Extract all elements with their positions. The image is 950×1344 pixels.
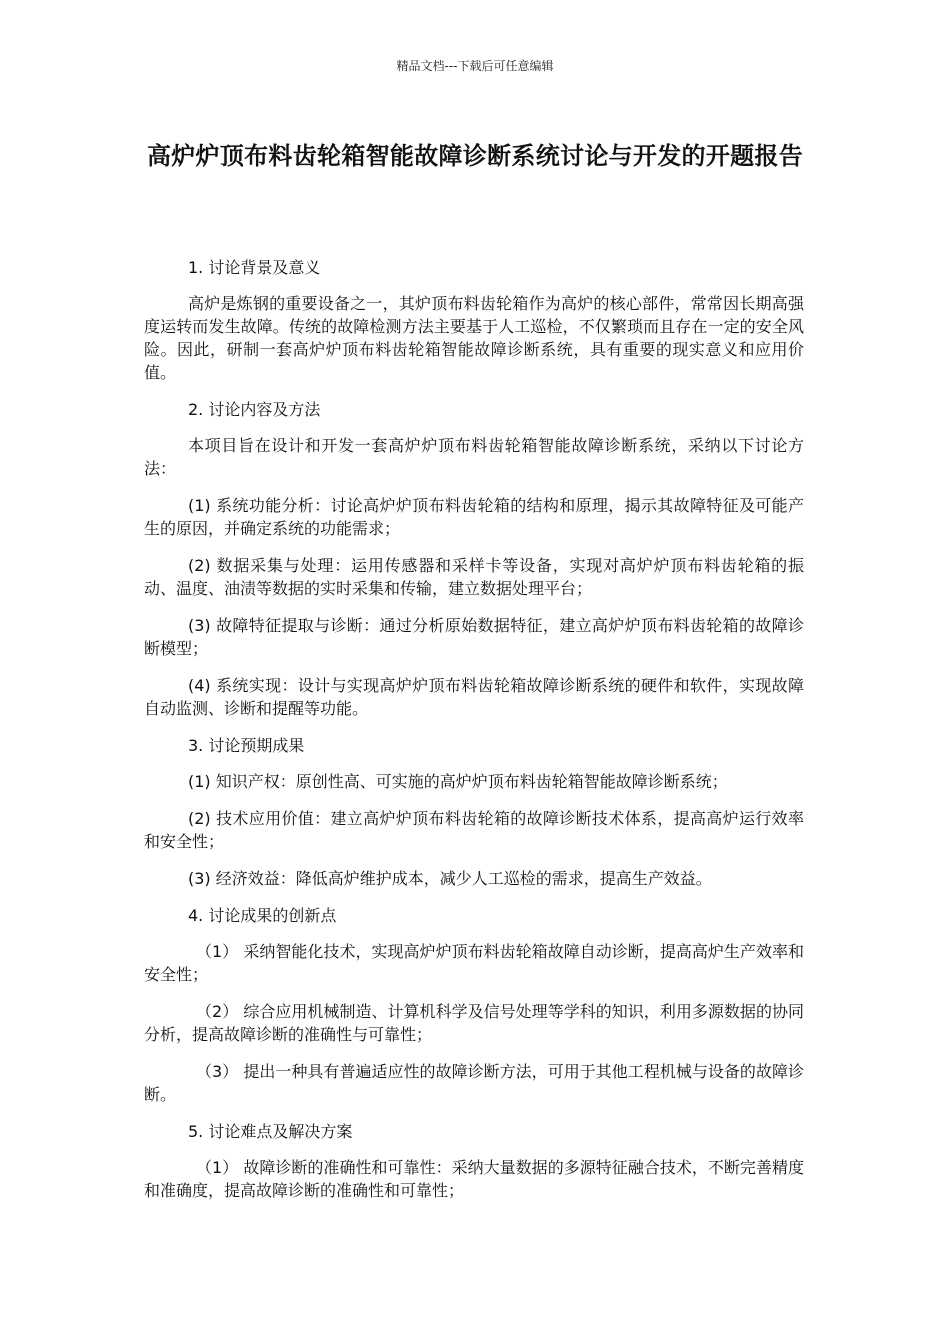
paragraph: (1) 知识产权：原创性高、可实施的高炉炉顶布料齿轮箱智能故障诊断系统； — [188, 772, 728, 791]
document-title: 高炉炉顶布料齿轮箱智能故障诊断系统讨论与开发的开题报告 — [146, 142, 804, 170]
paragraph: （2） 综合应用机械制造、计算机科学及信号处理等学科的知识，利用多源数据的协同分析，提高故障诊断的准确性与可靠性； — [144, 1002, 804, 1044]
paragraph: (3) 经济效益：降低高炉维护成本，减少人工巡检的需求，提高生产效益。 — [188, 869, 712, 888]
paragraph: （1） 故障诊断的准确性和可靠性：采纳大量数据的多源特征融合技术，不断完善精度和准确度，提高故障诊断的准确性和可靠性； — [144, 1158, 804, 1200]
paragraph: 本项目旨在设计和开发一套高炉炉顶布料齿轮箱智能故障诊断系统，采纳以下讨论方法： — [144, 436, 804, 478]
paragraph: (3) 故障特征提取与诊断：通过分析原始数据特征，建立高炉炉顶布料齿轮箱的故障诊断模型； — [144, 616, 804, 658]
document-body — [144, 256, 804, 1216]
section-heading: 5. 讨论难点及解决方案 — [188, 1122, 353, 1141]
section-heading: 4. 讨论成果的创新点 — [188, 906, 337, 925]
paragraph: (2) 技术应用价值：建立高炉炉顶布料齿轮箱的故障诊断技术体系，提高高炉运行效率和安全性； — [144, 809, 804, 851]
paragraph: (4) 系统实现：设计与实现高炉炉顶布料齿轮箱故障诊断系统的硬件和软件，实现故障自动监测、诊断和提醒等功能。 — [144, 676, 804, 718]
page-header: 精品文档---下载后可任意编辑 — [396, 59, 554, 73]
section-heading: 3. 讨论预期成果 — [188, 736, 305, 755]
paragraph: （1） 采纳智能化技术，实现高炉炉顶布料齿轮箱故障自动诊断，提高高炉生产效率和安全性； — [144, 942, 804, 984]
section-heading: 2. 讨论内容及方法 — [188, 400, 321, 419]
paragraph: 高炉是炼钢的重要设备之一，其炉顶布料齿轮箱作为高炉的核心部件，常常因长期高强度运转而发生故障。传统的故障检测方法主要基于人工巡检，不仅繁琐而且存在一定的安全风险。因此，研制一套高炉炉顶布料齿轮箱智能故障诊断系统，具有重要的现实意义和应用价值。 — [144, 294, 804, 382]
paragraph: (2) 数据采集与处理：运用传感器和采样卡等设备，实现对高炉炉顶布料齿轮箱的振动、温度、油渍等数据的实时采集和传输，建立数据处理平台； — [144, 556, 804, 598]
section-heading: 1. 讨论背景及意义 — [188, 258, 321, 277]
paragraph: （3） 提出一种具有普遍适应性的故障诊断方法，可用于其他工程机械与设备的故障诊断。 — [144, 1062, 804, 1104]
paragraph: (1) 系统功能分析：讨论高炉炉顶布料齿轮箱的结构和原理，揭示其故障特征及可能产生的原因，并确定系统的功能需求； — [144, 496, 804, 538]
